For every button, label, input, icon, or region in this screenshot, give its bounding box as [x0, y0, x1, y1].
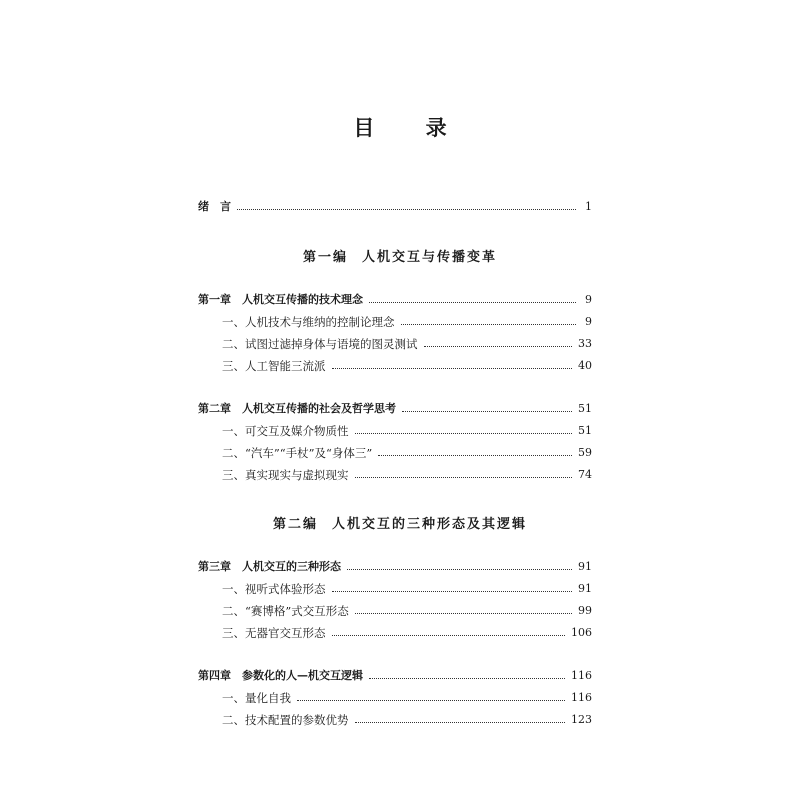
- dot-leader: [355, 722, 566, 723]
- toc-entry-label: 三、人工智能三流派: [222, 359, 326, 373]
- toc-entry-section[interactable]: [222, 357, 592, 375]
- toc-entry-label: 第四章 参数化的人—机交互逻辑: [198, 669, 363, 682]
- toc-entry-section[interactable]: [222, 711, 592, 729]
- toc-entry-label: 二、“赛博格”式交互形态: [222, 604, 349, 618]
- toc-entry-label: 绪 言: [198, 200, 231, 213]
- toc-entry-section[interactable]: [222, 624, 592, 642]
- toc-entry-label: 一、视听式体验形态: [222, 582, 326, 596]
- toc-entry-label: 第三章 人机交互的三种形态: [198, 560, 341, 573]
- toc-entry-chapter-3[interactable]: [198, 558, 592, 576]
- part-title: 人机交互与传播变革: [362, 250, 498, 265]
- dot-leader: [332, 368, 573, 369]
- toc-entry-label: 第一章 人机交互传播的技术理念: [198, 293, 363, 306]
- toc-page-number: 91: [578, 582, 592, 595]
- toc-entry-label: 一、人机技术与维纳的控制论理念: [222, 315, 395, 329]
- toc-entry-chapter-4[interactable]: [198, 667, 592, 685]
- toc-entry-section[interactable]: [222, 313, 592, 331]
- toc-entry-section[interactable]: [222, 602, 592, 620]
- dot-leader: [402, 411, 572, 412]
- part-number: 第二编: [272, 517, 318, 532]
- dot-leader: [347, 569, 572, 570]
- part-number: 第一编: [302, 250, 348, 265]
- dot-leader: [401, 324, 577, 325]
- toc-entry-chapter-2[interactable]: [198, 400, 592, 418]
- part-title: 人机交互的三种形态及其逻辑: [332, 517, 528, 532]
- toc-page-number: 106: [571, 626, 592, 639]
- toc-page-number: 9: [585, 293, 592, 306]
- toc-page-number: 33: [578, 337, 592, 350]
- toc-entry-intro[interactable]: [198, 198, 592, 216]
- toc-entry-label: 三、无器官交互形态: [222, 626, 326, 640]
- page-title: 目 录: [353, 116, 469, 140]
- toc-page-number: 1: [585, 200, 592, 213]
- dot-leader: [369, 302, 576, 303]
- toc-entry-section[interactable]: [222, 689, 592, 707]
- dot-leader: [378, 455, 572, 456]
- toc-page-number: 40: [578, 359, 592, 372]
- dot-leader: [237, 209, 576, 210]
- part-heading-1: [0, 246, 800, 265]
- part-heading-2: [0, 513, 800, 532]
- toc-entry-label: 二、技术配置的参数优势: [222, 713, 349, 727]
- toc-page-number: 51: [578, 402, 592, 415]
- toc-entry-section[interactable]: [222, 466, 592, 484]
- toc-page-number: 99: [578, 604, 592, 617]
- dot-leader: [332, 591, 573, 592]
- toc-page-number: 123: [571, 713, 592, 726]
- toc-page-number: 59: [578, 446, 592, 459]
- toc-entry-section[interactable]: [222, 422, 592, 440]
- toc-entry-section[interactable]: [222, 444, 592, 462]
- dot-leader: [424, 346, 573, 347]
- toc-entry-label: 一、量化自我: [222, 691, 291, 705]
- toc-page-number: 9: [585, 315, 592, 328]
- toc-entry-label: 一、可交互及媒介物质性: [222, 424, 349, 438]
- toc-entry-label: 二、“汽车”“手杖”及“身体三”: [222, 446, 373, 460]
- toc-page-number: 116: [571, 669, 592, 682]
- dot-leader: [355, 477, 573, 478]
- dot-leader: [355, 613, 572, 614]
- toc-entry-label: 第二章 人机交互传播的社会及哲学思考: [198, 402, 396, 415]
- dot-leader: [369, 678, 565, 679]
- toc-entry-section[interactable]: [222, 580, 592, 598]
- toc-entry-label: 二、试图过滤掉身体与语境的图灵测试: [222, 337, 418, 351]
- dot-leader: [332, 635, 566, 636]
- toc-page-number: 116: [571, 691, 592, 704]
- dot-leader: [297, 700, 565, 701]
- toc-entry-label: 三、真实现实与虚拟现实: [222, 468, 349, 482]
- toc-page-number: 51: [578, 424, 592, 437]
- dot-leader: [355, 433, 573, 434]
- toc-page-number: 74: [578, 468, 592, 481]
- toc-page-number: 91: [578, 560, 592, 573]
- toc-entry-chapter-1[interactable]: [198, 291, 592, 309]
- toc-entry-section[interactable]: [222, 335, 592, 353]
